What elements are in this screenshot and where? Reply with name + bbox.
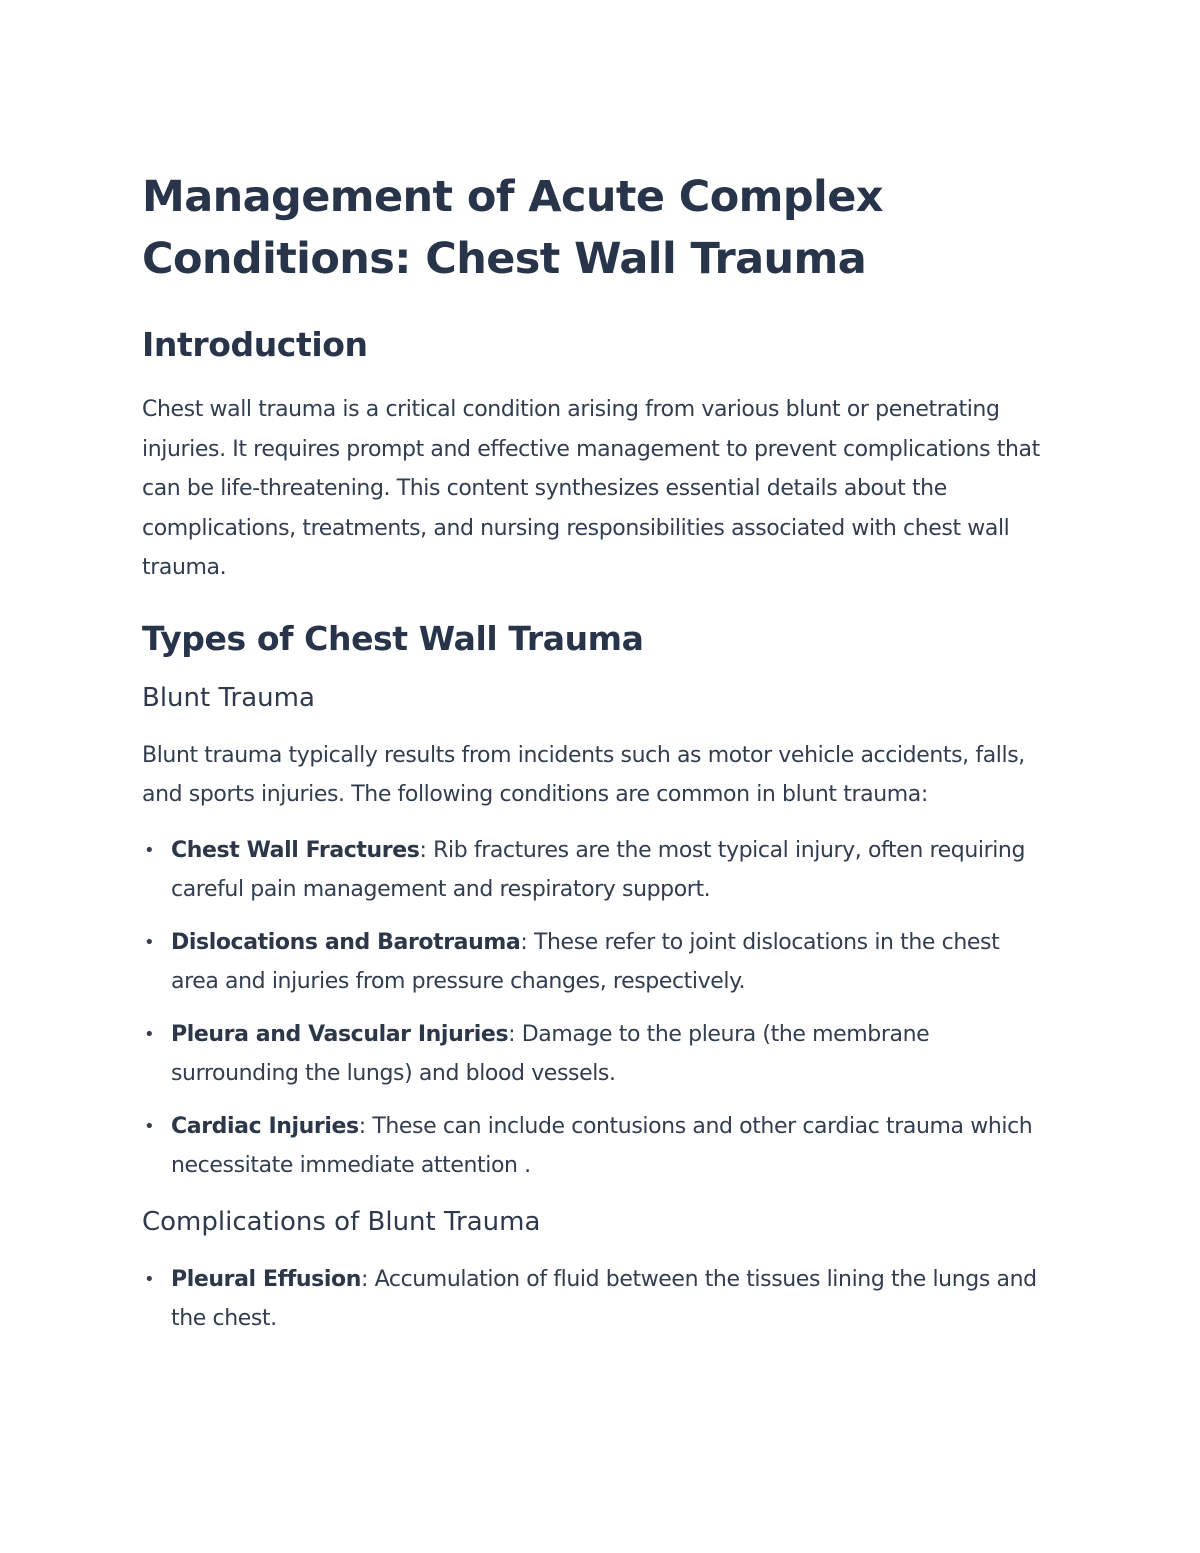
list-item bbox=[142, 1015, 1042, 1094]
bullet-icon: • bbox=[144, 1268, 155, 1290]
list-item bbox=[142, 923, 1042, 1002]
list-item-description: : Accumulation of fluid between the tissues lining the lungs and the chest. bbox=[171, 1266, 1037, 1331]
list-item-term: Cardiac Injuries bbox=[171, 1113, 359, 1139]
subsection-heading-blunt-trauma: Blunt Trauma bbox=[142, 682, 315, 713]
introduction-paragraph: Chest wall trauma is a critical condition arising from various blunt or penetrating injuries. It requires prompt and effective management to prevent complications that can be life-threatening. This content synthesizes essential details about the complications, treatments, and nursing responsibilities associated with chest wall trauma. bbox=[142, 397, 1040, 580]
list-item bbox=[142, 831, 1042, 910]
list-item-description: : Rib fractures are the most typical injury, often requiring careful pain management and respiratory support. bbox=[171, 837, 1026, 902]
list-item-description: : These can include contusions and other cardiac trauma which necessitate immediate attention . bbox=[171, 1113, 1033, 1178]
list-item-description: : Damage to the pleura (the membrane surrounding the lungs) and blood vessels. bbox=[171, 1021, 930, 1086]
blunt-trauma-list bbox=[142, 831, 1042, 1186]
bullet-icon: • bbox=[144, 931, 155, 953]
section-heading-introduction: Introduction bbox=[142, 325, 368, 364]
subsection-heading-complications: Complications of Blunt Trauma bbox=[142, 1206, 541, 1237]
list-item-term: Pleura and Vascular Injuries bbox=[171, 1021, 509, 1047]
list-item bbox=[142, 1260, 1042, 1339]
list-item-description: : These refer to joint dislocations in the chest area and injuries from pressure changes, respectively. bbox=[171, 929, 1000, 994]
blunt-trauma-paragraph: Blunt trauma typically results from incidents such as motor vehicle accidents, falls, and sports injuries. The following conditions are common in blunt trauma: bbox=[142, 742, 1025, 807]
complications-list bbox=[142, 1260, 1042, 1339]
bullet-icon: • bbox=[144, 1023, 155, 1045]
section-heading-types: Types of Chest Wall Trauma bbox=[142, 618, 644, 658]
bullet-icon: • bbox=[144, 839, 155, 861]
list-item bbox=[142, 1107, 1042, 1186]
list-item-term: Dislocations and Barotrauma bbox=[171, 929, 521, 955]
list-item-term: Pleural Effusion bbox=[171, 1266, 361, 1292]
document-page bbox=[142, 166, 1042, 1357]
list-item-term: Chest Wall Fractures bbox=[171, 837, 420, 863]
bullet-icon: • bbox=[144, 1115, 155, 1137]
document-title: Management of Acute Complex Conditions: Chest Wall Trauma bbox=[142, 172, 883, 284]
